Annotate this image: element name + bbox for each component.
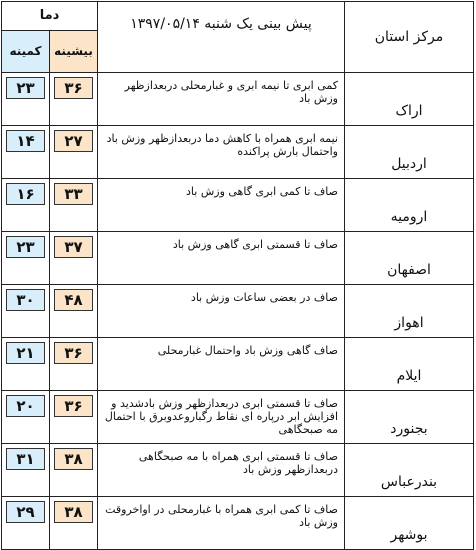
forecast-description: صاف تا کمی ابری گاهی وزش باد [98,179,345,232]
header-province: مرکز استان [345,2,474,73]
forecast-description: صاف تا قسمتی ابری گاهی وزش باد [98,232,345,285]
province-name: اهواز [345,285,474,338]
max-temp-cell [50,179,98,232]
max-temp: ۴۸ [54,289,93,311]
max-temp-cell [50,285,98,338]
max-temp-cell [50,391,98,444]
table-row [2,338,474,391]
table-row [2,285,474,338]
max-temp: ۳۸ [54,501,93,523]
table-row [2,73,474,126]
min-temp: ۲۱ [6,342,45,364]
max-temp-cell [50,232,98,285]
max-temp-cell [50,444,98,497]
min-temp: ۲۳ [6,77,45,99]
table-row [2,497,474,550]
forecast-table-container [1,1,474,543]
province-name: ایلام [345,338,474,391]
table-row [2,126,474,179]
province-name: بجنورد [345,391,474,444]
min-temp-cell [2,126,50,179]
max-temp-cell [50,73,98,126]
min-temp-cell [2,391,50,444]
max-temp-cell [50,497,98,550]
min-temp-cell [2,285,50,338]
max-temp: ۳۸ [54,448,93,470]
header-temperature: دما [2,2,98,31]
forecast-description: صاف در بعضی ساعات وزش باد [98,285,345,338]
min-temp-cell [2,232,50,285]
min-temp-cell [2,444,50,497]
min-temp-cell [2,73,50,126]
max-temp-cell [50,338,98,391]
province-name: ارومیه [345,179,474,232]
max-temp-cell [50,126,98,179]
max-temp: ۳۶ [54,77,93,99]
table-row [2,444,474,497]
min-temp-cell [2,338,50,391]
min-temp-cell [2,497,50,550]
header-forecast: پیش بینی یک شنبه ۱۳۹۷/۰۵/۱۴ [98,2,345,73]
max-temp: ۳۶ [54,395,93,417]
forecast-description: کمی ابری تا نیمه ابری و غبارمحلی دربعدازظهر وزش باد [98,73,345,126]
max-temp: ۳۷ [54,236,93,258]
forecast-description: صاف تا قسمتی ابری همراه با مه صبحگاهی دربعدازظهر وزش باد [98,444,345,497]
province-name: بوشهر [345,497,474,550]
forecast-description: صاف تا کمی ابری همراه با غبارمحلی در اواخروقت وزش باد [98,497,345,550]
min-temp: ۱۴ [6,130,45,152]
forecast-table [1,1,474,550]
table-row [2,179,474,232]
forecast-description: صاف گاهی وزش باد واحتمال غبارمحلی [98,338,345,391]
table-row [2,232,474,285]
max-temp: ۳۳ [54,183,93,205]
max-temp: ۳۶ [54,342,93,364]
province-name: بندرعباس [345,444,474,497]
min-temp: ۳۱ [6,448,45,470]
min-temp-cell [2,179,50,232]
table-row [2,391,474,444]
min-temp: ۲۰ [6,395,45,417]
forecast-description: صاف تا قسمتی ابری دربعدازظهر وزش بادشدید و افزایش ابر درپاره ای نقاط رگباروعدوبرق با احتمال مه صبحگاهی [98,391,345,444]
min-temp: ۲۳ [6,236,45,258]
header-row [2,2,474,31]
min-temp: ۱۶ [6,183,45,205]
max-temp: ۲۷ [54,130,93,152]
header-max: بیشینه [50,30,98,72]
province-name: اصفهان [345,232,474,285]
min-temp: ۲۹ [6,501,45,523]
province-name: اراک [345,73,474,126]
forecast-description: نیمه ابری همراه با کاهش دما دربعدازظهر وزش باد واحتمال بارش پراکنده [98,126,345,179]
header-min: کمینه [2,30,50,72]
province-name: اردبیل [345,126,474,179]
min-temp: ۳۰ [6,289,45,311]
